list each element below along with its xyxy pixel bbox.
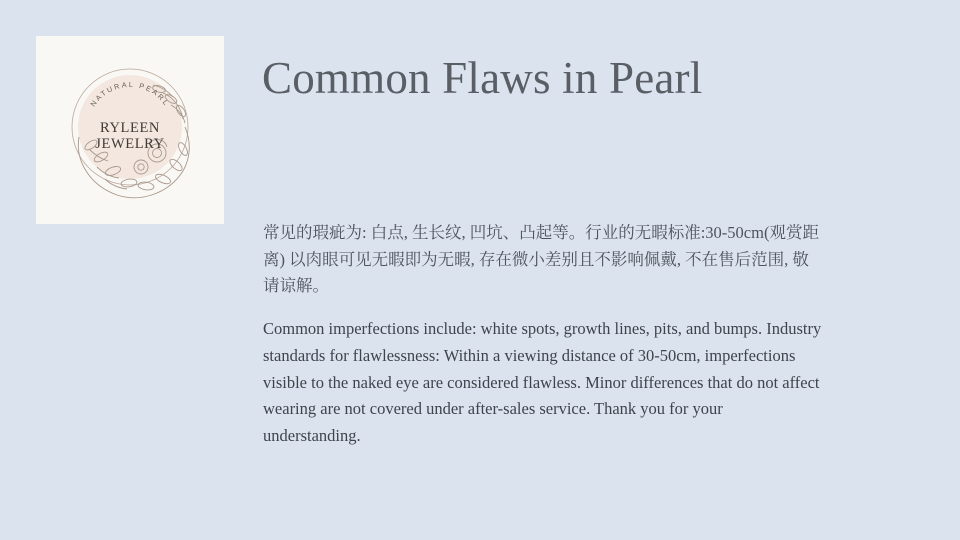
- logo-arc-text: NATURAL PEARL: [88, 79, 172, 109]
- ryleen-jewelry-logo-icon: [45, 45, 215, 215]
- page-title: Common Flaws in Pearl: [262, 53, 703, 103]
- logo-brand-line2: JEWELRY: [95, 136, 165, 152]
- body-content: [263, 220, 823, 450]
- paragraph-chinese: 常见的瑕疵为: 白点, 生长纹, 凹坑、凸起等。行业的无暇标准:30-50cm(观赏距离) 以肉眼可见无暇即为无暇, 存在微小差别且不影响佩戴, 不在售后范围, 敬请谅解。: [263, 223, 819, 296]
- paragraph-english: Common imperfections include: white spots, growth lines, pits, and bumps. Industry standards for flawlessness: Within a viewing distance of 30-50cm, imperfections visible to the naked eye are considered flawless. Minor differences that do not affect wearing are not covered under after-sales service. Thank you for your understanding.: [263, 319, 822, 446]
- logo-brand-line1: RYLEEN: [100, 120, 160, 136]
- logo-container: [36, 36, 224, 224]
